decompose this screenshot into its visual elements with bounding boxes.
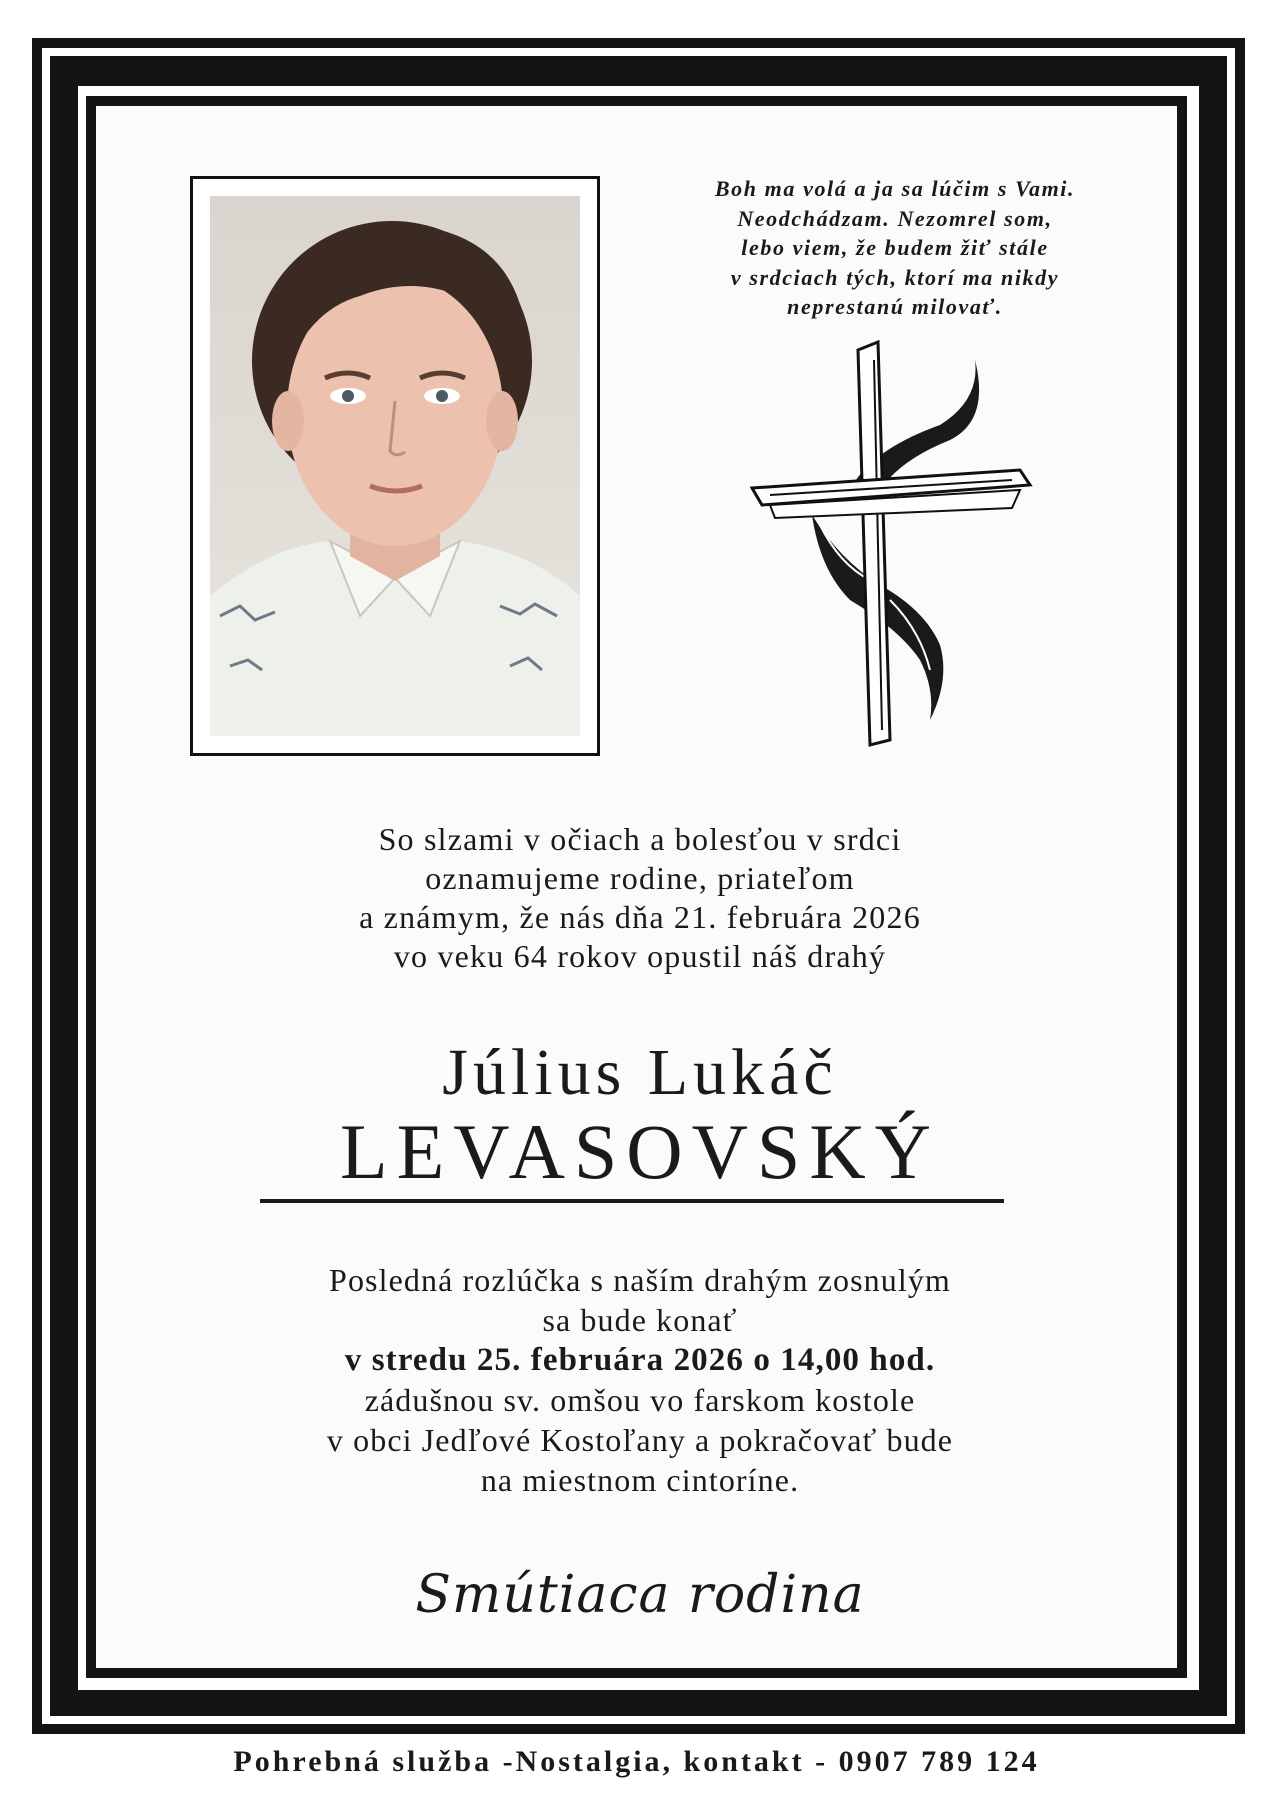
funeral-details — [200, 1260, 1080, 1500]
deceased-first-names: Július Lukáč — [442, 1036, 838, 1109]
quote-line: Boh ma volá a ja sa lúčim s Vami. — [714, 176, 1076, 201]
funeral-service-contact: Pohrebná služba -Nostalgia, kontakt - 0907 789 124 — [233, 1745, 1040, 1778]
funeral-line: v obci Jedľové Kostoľany a pokračovať bude — [326, 1422, 954, 1458]
family-signature: Smútiaca rodina — [415, 1565, 865, 1625]
death-announcement — [200, 820, 1080, 976]
name-underline — [260, 1199, 1004, 1203]
funeral-line: zádušnou sv. omšou vo farskom kostole — [364, 1382, 916, 1418]
cross-with-ribbon-icon — [750, 340, 1040, 750]
announcement-line: So slzami v očiach a bolesťou v srdci — [378, 821, 902, 857]
announcement-line: oznamujeme rodine, priateľom — [425, 860, 855, 896]
quote-line: Neodchádzam. Nezomrel som, — [737, 205, 1053, 231]
quote-line: lebo viem, že budem žiť stále — [741, 235, 1049, 260]
funeral-line: sa bude konať — [542, 1302, 738, 1338]
portrait-photo — [210, 196, 580, 736]
quote-line: v srdciach tých, ktorí ma nikdy — [730, 264, 1060, 290]
photo-frame — [190, 176, 600, 756]
quote-line: neprestanú milovať. — [787, 294, 1003, 319]
funeral-date-time: v stredu 25. februára 2026 o 14,00 hod. — [344, 1342, 936, 1378]
funeral-line: na miestnom cintoríne. — [480, 1462, 800, 1498]
funeral-line: Posledná rozlúčka s naším drahým zosnulým — [329, 1262, 951, 1298]
portrait-illustration — [210, 196, 580, 736]
deceased-surname: LEVASOVSKÝ — [340, 1108, 940, 1195]
announcement-line: a známym, že nás dňa 21. februára 2026 — [359, 899, 921, 935]
announcement-line: vo veku 64 rokov opustil náš drahý — [393, 938, 887, 974]
farewell-quote — [630, 174, 1160, 322]
